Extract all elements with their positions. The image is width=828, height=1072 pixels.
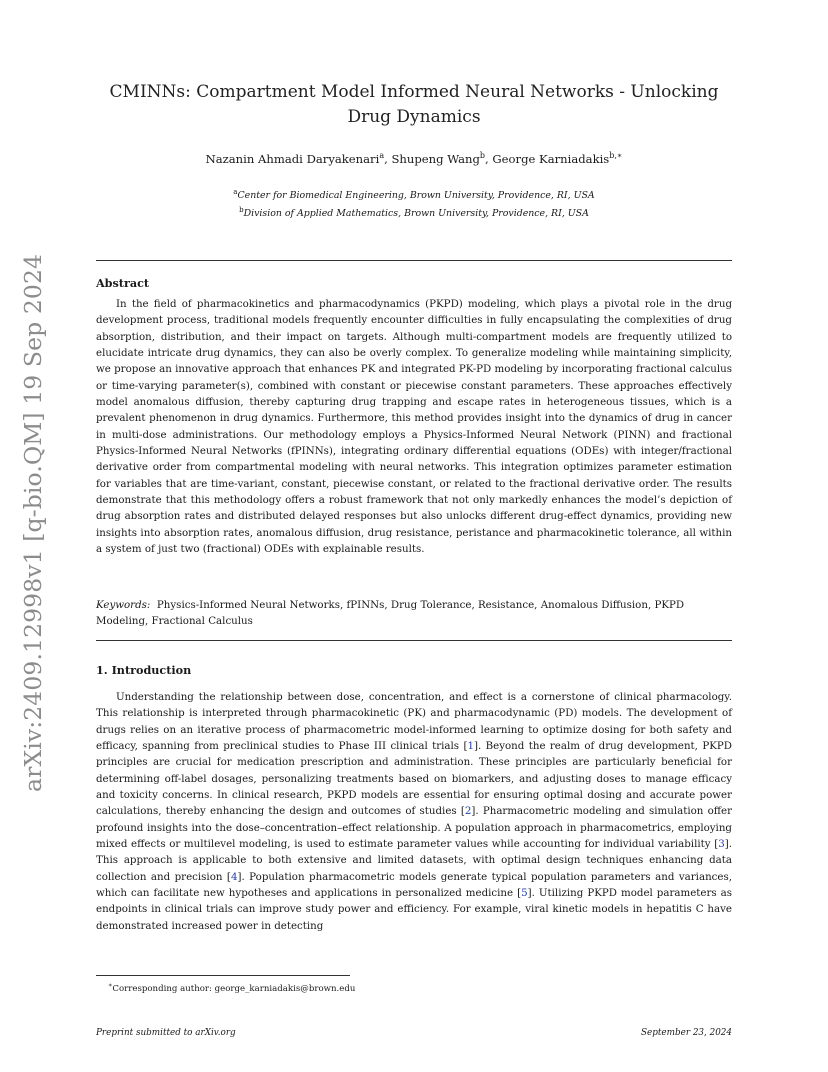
author-name: George Karniadakis [492,151,610,166]
citation-link[interactable]: 3 [718,838,725,851]
preprint-date: September 23, 2024 [641,1028,732,1038]
author-list: Nazanin Ahmadi Daryakenari$^a$, Shupeng Wang$^b$, George Karniadakis$^{b,∗}$ [205,151,623,166]
paper-title: CMINNs: Compartment Model Informed Neural Networks - Unlocking Drug Dynamics [109,82,719,127]
affiliation: $^b$Division of Applied Mathematics, Brown University, Providence, RI, USA [239,206,589,220]
citation-link[interactable]: 4 [230,870,238,883]
keywords [96,597,732,630]
divider-top [96,260,732,261]
abstract-heading: Abstract [96,276,150,290]
footnote-divider [96,975,350,976]
abstract-text: In the field of pharmacokinetics and pharmacodynamics (PKPD) modeling, which plays a pivotal role in the drug development process, traditional models frequently encounter difficulties in fully encapsulating the complexities of drug absorption, distribution, and their impact on targets. Although multi-compartment models are frequently utilized to elucidate intricate drug dynamics, they can also be overly complex. To generalize modeling while maintaining simplicity, we propose an innovative approach that enhances PK and integrated PK-PD modeling by incorporating fractional calculus or time-varying parameter(s), combined with constant or piecewise constant parameters. These approaches effectively model anomalous diffusion, thereby capturing drug trapping and escape rates in heterogeneous tissues, which is a prevalent phenomenon in drug dynamics. Furthermore, this method provides insight into the dynamics of drug in cancer in multi-dose administrations. Our methodology employs a Physics-Informed Neural Network (PINN) and fractional Physics-Informed Neural Networks (fPINNs), integrating ordinary differential equations (ODEs) with integer/fractional derivative order from compartmental modeling with neural networks. This integration optimizes parameter estimation for variables that are time-variant, constant, piecewise constant, or related to the fractional derivative order. The results demonstrate that this methodology offers a robust framework that not only markedly enhances the model’s depiction of drug absorption rates and distributed delayed responses but also unlocks different drug-effect dynamics, providing new insights into absorption rates, anomalous diffusion, drug resistance, peristance and pharmacokinetic tolerance, all within a system of just two (fractional) ODEs with explainable results. [96,298,732,556]
affiliation-list [96,185,732,221]
citation-link[interactable]: 5 [521,887,528,900]
citation-link[interactable]: 1 [467,740,474,753]
author-affil-marker: b [479,151,486,160]
keywords-label: Keywords: [96,599,151,611]
keywords-text: Physics-Informed Neural Networks, fPINNs, Drug Tolerance, Resistance, Anomalous Diffusion, PKPD Modeling, Fractional Calculus [96,599,685,628]
section-heading-introduction: 1. Introduction [96,663,192,677]
corresponding-author-footnote: ∗Corresponding author: george_karniadakis@brown.edu [108,981,356,994]
arxiv-identifier[interactable]: arXiv:2409.12998v1 [q-bio.QM] 19 Sep 2024 [19,253,47,793]
divider-bottom [96,640,732,641]
author-name: Nazanin Ahmadi Daryakenari [205,151,380,166]
preprint-note: Preprint submitted to arXiv.org [96,1028,236,1038]
introduction-paragraph: Understanding the relationship between dose, concentration, and effect is a cornerstone of clinical pharmacology. This relationship is interpreted through pharmacokinetic (PK) and pharmacodynamic (PD) models. The development of drugs relies on an iterative process of pharmacometric model-informed learning to optimize dosing for both safety and efficacy, spanning from preclinical studies to Phase III clinical trials [1]. Beyond the realm of drug development, PKPD principles are crucial for medication prescription and administration. These principles are particularly beneficial for determining off-label dosages, personalizing treatments based on biomarkers, and adjusting doses to manage efficacy and toxicity concerns. In clinical research, PKPD models are essential for ensuring optimal dosing and accurate power calculations, thereby enhancing the design and outcomes of studies [2]. Pharmacometric modeling and simulation offer profound insights into the dose–concentration–effect relationship. A population approach in pharmacometrics, employing mixed effects or multilevel modeling, is used to estimate parameter values while accounting for individual variability [3]. This approach is applicable to both extensive and limited datasets, with optimal design techniques enhancing data collection and precision [4]. Population pharmacometric models generate typical population parameters and variances, which can facilitate new hypotheses and applications in personalized medicine [5]. Utilizing PKPD model parameters as endpoints in clinical trials can improve study power and efficiency. For example, viral kinetic models in hepatitis C have demonstrated increased power in detecting [96,691,732,932]
affiliation: $^a$Center for Biomedical Engineering, Brown University, Providence, RI, USA [233,188,595,202]
arxiv-side-stamp [15,253,51,793]
citation-link[interactable]: 2 [464,805,472,818]
author-affil-marker: a [379,151,385,160]
author-affil-marker: b,∗ [609,151,623,160]
author-name: Shupeng Wang [391,151,480,166]
